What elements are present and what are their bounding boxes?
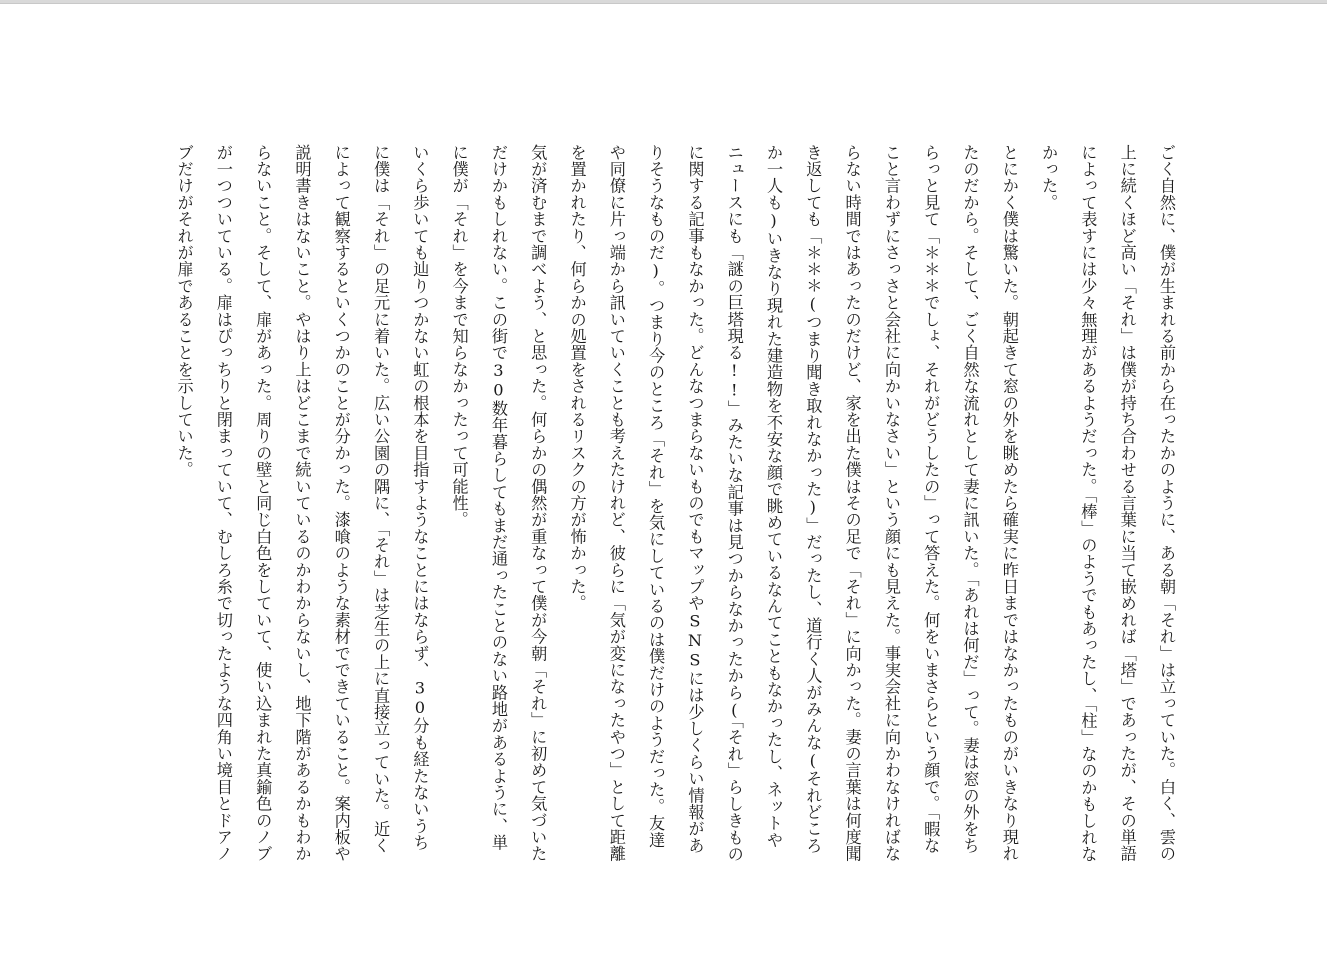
vertical-text-body xyxy=(126,144,1186,864)
paragraph-1: ごく自然に、僕が生まれる前から在ったかのように、ある朝「それ」は立っていた。白く、雲の上に続くほど高い「それ」は僕が持ち合わせる言葉に当て嵌めれば「塔」であったが、その単語によって表すには少々無理があるようだった。「棒」のようでもあったし、「柱」なのかもしれなかった。 xyxy=(1039,144,1176,863)
paragraph-2: とにかく僕は驚いた。朝起きて窓の外を眺めたら確実に昨日まではなかったものがいきなり現れたのだから。そして、ごく自然な流れとして妻に訊いた。「あれは何だ」って。妻は窓の外をちらっと見て「＊＊＊でしょ、それがどうしたの」って答えた。何をいまさらという顔で。「暇なこと言わずにさっさと会社に向かいなさい」という顔にも見えた。事実会社に向かわなければならない時間ではあったのだけど、家を出た僕はその足で「それ」に向かった。妻の言葉は何度聞き返しても「＊＊＊(つまり聞き取れなかった)」だったし、道行く人がみんな(それどころか一人も)いきなり現れた建造物を不安な顔で眺めているなんてこともなかったし、ネットやニュースにも「謎の巨塔現る!!」みたいな記事は見つからなかったから(「それ」らしきものに関する記事もなかった。どんなつまらないものでもマップやSNSには少しくらい情報がありそうなものだ)。つまり今のところ「それ」を気にしているのは僕だけのようだった。友達や同僚に片っ端から訊いていくことも考えたけれど、彼らに「気が変になったやつ」として距離を置かれたり、何らかの処置をされるリスクの方が怖かった。 xyxy=(567,144,1019,863)
paragraph-4: いくら歩いても辿りつかない虹の根本を目指すようなことにはならず、30分も経たないうちに僕は「それ」の足元に着いた。広い公園の隅に、「それ」は芝生の上に直接立っていた。近くによって観察するといくつかのことが分かった。漆喰のような素材でできていること。案内板や説明書きはないこと。やはり上はどこまで続いているのかわからないし、地下階があるかもわからないこと。そして、扉があった。周りの壁と同じ白色をしていて、使い込まれた真鍮色のノブが一つついている。扉はぴっちりと閉まっていて、むしろ糸で切ったような四角い境目とドアノブだけがそれが扉であることを示していた。 xyxy=(174,144,430,863)
paragraph-3: 気が済むまで調べよう、と思った。何らかの偶然が重なって僕が今朝「それ」に初めて気づいただけかもしれない。この街で30数年暮らしてもまだ通ったことのない路地があるように、単に僕が「それ」を今まで知らなかったって可能性。 xyxy=(449,144,548,863)
